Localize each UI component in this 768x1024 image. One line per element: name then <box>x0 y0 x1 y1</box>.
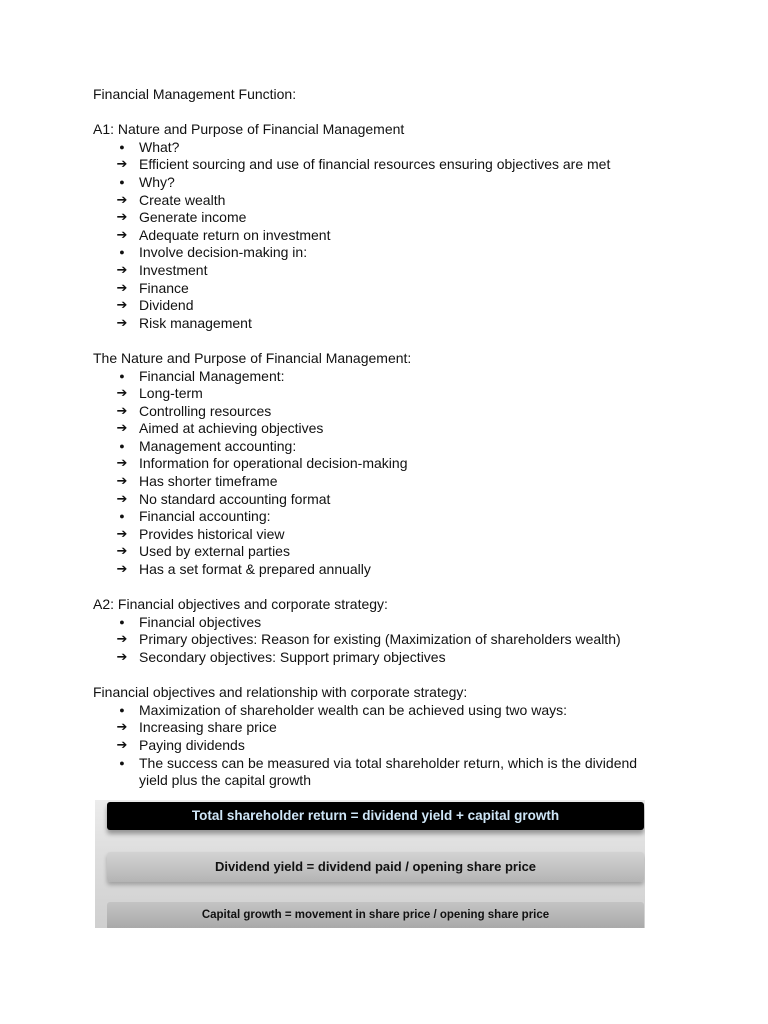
spacer <box>93 104 653 122</box>
list-item-text: Financial accounting: <box>139 508 271 525</box>
list-item-text: Aimed at achieving objectives <box>139 420 324 437</box>
list-item-text: Long-term <box>139 385 203 402</box>
document-title: Financial Management Function: <box>93 86 297 102</box>
list-item-text: Provides historical view <box>139 525 285 542</box>
list-item-text: Generate income <box>139 209 247 226</box>
section-heading: Financial objectives and relationship with corporate strategy: <box>93 684 468 701</box>
spacer <box>93 332 653 350</box>
document-page <box>93 86 653 790</box>
bullet-icon: ● <box>119 511 125 522</box>
list-item <box>93 209 653 227</box>
list-item-text: Why? <box>139 173 175 190</box>
arrow-icon: ➔ <box>116 526 128 542</box>
arrow-icon: ➔ <box>116 737 128 753</box>
list-item <box>93 315 653 333</box>
list-item-text: Information for operational decision-making <box>139 455 408 472</box>
arrow-icon: ➔ <box>116 650 128 665</box>
arrow-icon: ➔ <box>116 210 128 226</box>
list-item <box>93 297 653 315</box>
bullet-icon: ● <box>119 176 125 187</box>
list-item-text: Primary objectives: Reason for existing (Maximization of shareholders wealth) <box>139 631 621 648</box>
formula-graphic <box>95 800 645 928</box>
bullet-icon: ● <box>119 704 125 715</box>
arrow-icon: ➔ <box>116 298 128 314</box>
arrow-icon: ➔ <box>116 315 128 331</box>
list-item-text: Has a set format & prepared annually <box>139 561 371 578</box>
list-item-text: Finance <box>139 279 189 296</box>
list-item <box>93 755 653 790</box>
formula-total-shareholder-return: Total shareholder return = dividend yield + capital growth <box>107 802 644 830</box>
list-item-text: Involve decision-making in: <box>139 244 308 261</box>
list-item-text: Dividend <box>139 297 194 314</box>
list-item <box>93 420 653 438</box>
list-item <box>93 192 653 210</box>
arrow-icon: ➔ <box>116 544 128 560</box>
arrow-icon: ➔ <box>116 227 128 243</box>
spacer <box>93 579 653 597</box>
formula-dividend-yield: Dividend yield = dividend paid / opening share price <box>107 852 644 882</box>
list-item <box>93 631 653 649</box>
list-item-text: Create wealth <box>139 191 226 208</box>
arrow-icon: ➔ <box>116 403 128 419</box>
list-item-text: No standard accounting format <box>139 490 331 507</box>
list-item <box>93 280 653 298</box>
arrow-icon: ➔ <box>116 562 128 578</box>
arrow-icon: ➔ <box>116 386 128 402</box>
section-heading: A2: Financial objectives and corporate strategy: <box>93 596 388 613</box>
bullet-icon: ● <box>119 247 125 258</box>
list-item-text: Maximization of shareholder wealth can be achieved using two ways: <box>139 701 568 718</box>
list-item-text: Adequate return on investment <box>139 226 331 243</box>
list-item <box>93 227 653 245</box>
list-item-text: Financial objectives <box>139 613 262 630</box>
arrow-icon: ➔ <box>116 192 128 208</box>
bullet-icon: ● <box>119 440 125 451</box>
list-item <box>93 508 653 526</box>
list-item <box>93 139 653 157</box>
list-item-text: What? <box>139 138 180 155</box>
list-item <box>93 455 653 473</box>
arrow-icon: ➔ <box>116 262 128 278</box>
bullet-icon: ● <box>119 757 125 768</box>
arrow-icon: ➔ <box>116 280 128 296</box>
formula-capital-growth: Capital growth = movement in share price / opening share price <box>107 902 644 928</box>
list-item-text: Financial Management: <box>139 367 285 384</box>
bullet-icon: ● <box>119 616 125 627</box>
list-item-text: Secondary objectives: Support primary objectives <box>139 649 446 665</box>
arrow-icon: ➔ <box>116 456 128 472</box>
list-item <box>93 262 653 280</box>
list-item-text: Increasing share price <box>139 719 277 736</box>
list-item <box>93 526 653 544</box>
arrow-icon: ➔ <box>116 421 128 437</box>
list-item-text: Efficient sourcing and use of financial resources ensuring objectives are met <box>139 156 611 173</box>
list-item <box>93 719 653 737</box>
section-heading: The Nature and Purpose of Financial Management: <box>93 349 412 366</box>
spacer <box>93 667 653 685</box>
bullet-icon: ● <box>119 370 125 381</box>
list-item <box>93 737 653 755</box>
list-item <box>93 702 653 720</box>
arrow-icon: ➔ <box>116 491 128 507</box>
list-item <box>93 368 653 386</box>
list-item <box>93 438 653 456</box>
document-sections <box>93 121 653 790</box>
bullet-icon: ● <box>119 141 125 152</box>
arrow-icon: ➔ <box>116 474 128 490</box>
list-item-text: Controlling resources <box>139 402 272 419</box>
list-item-text: The success can be measured via total shareholder return, which is the dividend yield plus the capital growth <box>139 754 638 789</box>
list-item <box>93 649 653 667</box>
arrow-icon: ➔ <box>116 157 128 173</box>
list-item-text: Management accounting: <box>139 437 297 454</box>
list-item <box>93 385 653 403</box>
list-item <box>93 473 653 491</box>
list-item <box>93 156 653 174</box>
list-item <box>93 561 653 579</box>
list-item <box>93 403 653 421</box>
arrow-icon: ➔ <box>116 632 128 648</box>
list-item-text: Has shorter timeframe <box>139 473 278 490</box>
list-item-text: Risk management <box>139 314 252 331</box>
list-item <box>93 614 653 632</box>
arrow-icon: ➔ <box>116 720 128 736</box>
list-item <box>93 174 653 192</box>
list-item-text: Investment <box>139 261 208 278</box>
list-item <box>93 543 653 561</box>
list-item-text: Paying dividends <box>139 736 245 753</box>
list-item <box>93 244 653 262</box>
section-heading: A1: Nature and Purpose of Financial Management <box>93 121 405 138</box>
list-item-text: Used by external parties <box>139 543 290 560</box>
list-item <box>93 491 653 509</box>
